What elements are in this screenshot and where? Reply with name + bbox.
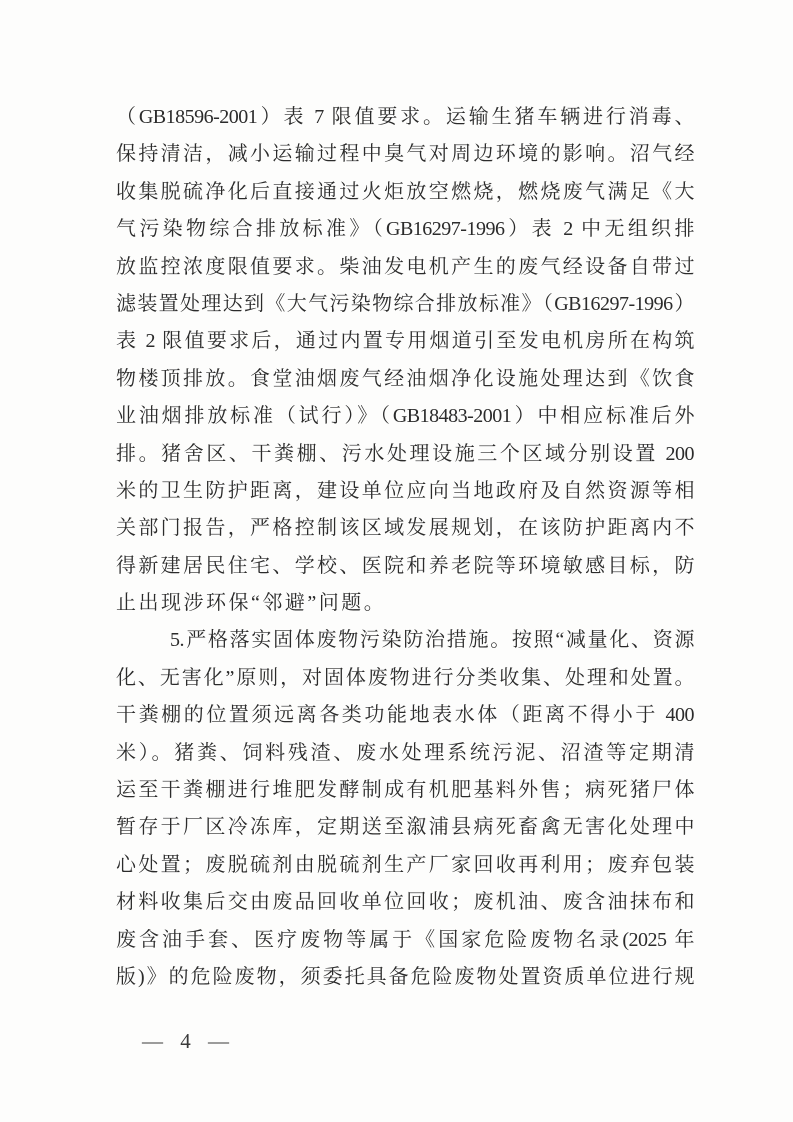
text-line: （GB18596-2001）表 7 限值要求。运输生猪车辆进行消毒、 [116,106,694,128]
text-line: 废含油手套、医疗废物等属于《国家危险废物名录(2025 年 [116,928,694,951]
text-line: 运至干粪棚进行堆肥发酵制成有机肥基料外售；病死猪尸体 [116,779,694,802]
page-number: — 4 — [142,1029,235,1053]
text-line-paragraph-end: 止出现涉环保“邻避”问题。 [116,592,387,615]
text-line: 保持清洁，减小运输过程中臭气对周边环境的影响。沼气经 [116,143,694,166]
text-line: 业油烟排放标准（试行）》（GB18483-2001）中相应标准后外 [116,405,694,428]
text-line: 物楼顶排放。食堂油烟废气经油烟净化设施处理达到《饮食 [116,367,694,390]
document-body [116,99,694,996]
text-line: 放监控浓度限值要求。柴油发电机产生的废气经设备自带过 [116,255,694,278]
text-line: 滤装置处理达到《大气污染物综合排放标准》（GB16297-1996） [116,292,694,315]
text-line: 干粪棚的位置须远离各类功能地表水体（距离不得小于 400 [116,704,694,727]
text-line: 材料收集后交由废品回收单位回收；废机油、废含油抹布和 [116,891,694,914]
text-line: 米的卫生防护距离，建设单位应向当地政府及自然资源等相 [116,479,694,502]
text-line: 排。猪舍区、干粪棚、污水处理设施三个区域分别设置 200 [116,442,694,465]
text-line: 米）。猪粪、饲料残渣、废水处理系统污泥、沼渣等定期清 [116,741,694,764]
text-line: 暂存于厂区冷冻库，定期送至溆浦县病死畜禽无害化处理中 [116,816,694,839]
text-line: 收集脱硫净化后直接通过火炬放空燃烧，燃烧废气满足《大 [116,180,694,203]
text-line: 气污染物综合排放标准》（GB16297-1996）表 2 中无组织排 [116,218,694,241]
text-line: 版)》的危险废物，须委托具备危险废物处置资质单位进行规 [116,965,694,988]
text-line: 表 2 限值要求后，通过内置专用烟道引至发电机房所在构筑 [116,330,694,353]
text-line: 得新建居民住宅、学校、医院和养老院等环境敏感目标，防 [116,554,694,577]
text-line: 关部门报告，严格控制该区域发展规划，在该防护距离内不 [116,517,694,540]
text-line: 心处置；废脱硫剂由脱硫剂生产厂家回收再利用；废弃包装 [116,853,694,876]
text-line: 化、无害化”原则，对固体废物进行分类收集、处理和处置。 [116,666,694,689]
text-line-paragraph-start: 5.严格落实固体废物污染防治措施。按照“减量化、资源 [170,629,694,652]
